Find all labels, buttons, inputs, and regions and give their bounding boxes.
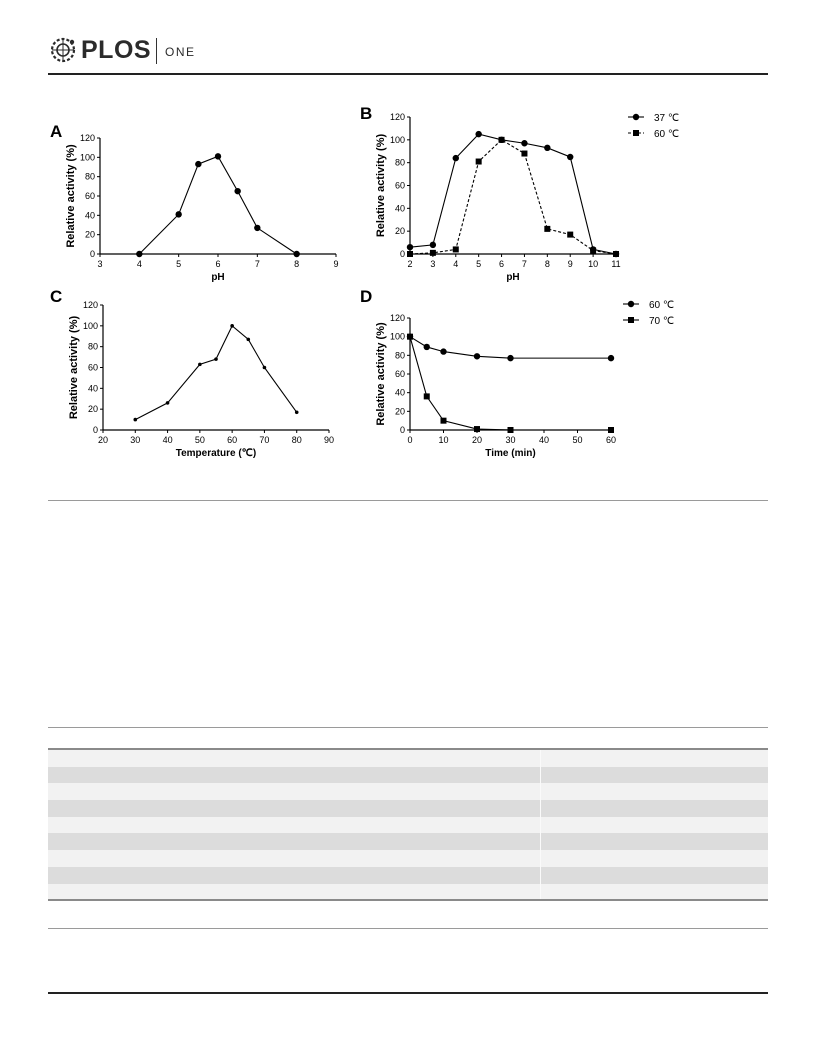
data-point [133, 418, 137, 422]
y-tick-label: 0 [399, 249, 405, 259]
data-point [407, 334, 413, 340]
journal-brand[interactable]: PLOS [81, 36, 152, 64]
y-tick-label: 60 [87, 362, 98, 373]
data-point [475, 131, 481, 137]
series-line [410, 337, 611, 358]
data-point [424, 344, 430, 350]
data-point [521, 140, 527, 146]
x-tick-label: 60 [605, 435, 617, 445]
data-point [499, 137, 505, 143]
x-tick-label: 4 [136, 259, 142, 269]
y-tick-label: 40 [84, 210, 95, 221]
y-tick-label: 0 [399, 425, 405, 435]
data-point [407, 244, 413, 250]
data-point [198, 363, 202, 367]
data-point [295, 410, 299, 414]
legend-marker [633, 130, 639, 136]
table-footnote-rule [48, 928, 768, 929]
y-tick-label: 20 [394, 226, 405, 237]
x-axis-label: Temperature (℃) [175, 448, 257, 459]
x-tick-label: 80 [291, 435, 302, 445]
series-line [410, 140, 616, 254]
y-tick-label: 20 [394, 406, 405, 417]
table-row [48, 817, 768, 834]
x-tick-label: 3 [97, 259, 103, 269]
x-axis-label: pH [506, 272, 520, 283]
x-tick-label: 3 [430, 259, 436, 269]
y-tick-label: 100 [389, 331, 405, 342]
table-cell-divider [540, 767, 541, 784]
table-cell-divider [540, 817, 541, 834]
data-point [590, 248, 596, 254]
data-point [521, 151, 527, 157]
x-tick-label: 7 [521, 259, 527, 269]
legend-label: 60 ℃ [654, 129, 680, 140]
data-point [293, 251, 299, 257]
panel-a [50, 122, 339, 283]
data-point [246, 338, 250, 342]
y-tick-label: 80 [84, 171, 95, 182]
brand-divider [156, 38, 157, 64]
series-line [135, 326, 296, 420]
data-point [567, 154, 573, 160]
x-tick-label: 4 [453, 259, 459, 269]
panel-letter: D [360, 287, 373, 306]
header-rule [48, 73, 768, 75]
data-point [453, 155, 459, 161]
data-point [407, 251, 413, 257]
legend-label: 70 ℃ [649, 316, 675, 327]
y-axis-label: Relative activity (%) [375, 133, 387, 238]
x-axis-label: pH [211, 272, 225, 283]
x-tick-label: 6 [499, 259, 505, 269]
data-point [175, 211, 181, 217]
data-point [608, 427, 614, 433]
legend-label: 60 ℃ [649, 300, 675, 311]
legend-label: 37 ℃ [654, 113, 680, 124]
legend-marker [628, 317, 634, 323]
figure-panels [44, 100, 744, 480]
x-tick-label: 0 [407, 435, 413, 445]
data-point [136, 251, 142, 257]
x-tick-label: 9 [333, 259, 339, 269]
y-tick-label: 100 [82, 320, 98, 331]
data-point [234, 188, 240, 194]
x-tick-label: 40 [162, 435, 173, 445]
y-axis-label: Relative activity (%) [65, 144, 77, 248]
table-body [48, 750, 768, 900]
data-point [440, 348, 446, 354]
footer-rule [48, 992, 768, 994]
x-tick-label: 8 [544, 259, 550, 269]
x-tick-label: 40 [538, 435, 550, 445]
y-axis-label: Relative activity (%) [375, 322, 387, 426]
table-cell-divider [540, 850, 541, 867]
table-cell-divider [540, 833, 541, 850]
y-tick-label: 120 [389, 313, 405, 323]
table-row [48, 867, 768, 884]
panel-letter: C [50, 287, 63, 306]
y-tick-label: 100 [389, 134, 405, 145]
y-tick-label: 100 [79, 152, 95, 163]
panel-letter: B [360, 104, 373, 123]
data-point [613, 251, 619, 257]
x-tick-label: 50 [194, 435, 205, 445]
y-tick-label: 120 [82, 300, 98, 310]
x-tick-label: 5 [176, 259, 182, 269]
y-tick-label: 60 [84, 191, 95, 201]
table-top-rule [48, 727, 768, 728]
y-tick-label: 80 [394, 350, 405, 361]
data-point [476, 159, 482, 165]
data-point [474, 353, 480, 359]
data-point [567, 232, 573, 238]
x-tick-label: 70 [259, 435, 270, 445]
x-tick-label: 11 [611, 259, 621, 269]
panel-d [360, 287, 674, 459]
x-tick-label: 60 [227, 435, 238, 445]
x-tick-label: 20 [471, 435, 483, 445]
data-point [441, 418, 447, 424]
y-tick-label: 80 [87, 341, 98, 352]
y-tick-label: 40 [87, 383, 98, 394]
y-tick-label: 40 [394, 387, 405, 398]
panel-c [50, 287, 334, 459]
x-tick-label: 10 [588, 259, 599, 269]
table-row [48, 884, 768, 901]
x-tick-label: 2 [407, 259, 413, 269]
journal-header [48, 30, 768, 74]
table-bottom-rule [48, 899, 768, 901]
x-tick-label: 5 [476, 259, 482, 269]
legend-marker [628, 301, 634, 307]
data-point [507, 355, 513, 361]
x-tick-label: 30 [505, 435, 516, 445]
table-cell-divider [540, 783, 541, 800]
panel-letter: A [50, 122, 63, 141]
data-point [430, 250, 436, 256]
x-axis-label: Time (min) [485, 448, 536, 459]
y-tick-label: 120 [389, 112, 405, 122]
x-tick-label: 8 [294, 259, 300, 269]
panel-b [360, 104, 679, 283]
table-row [48, 783, 768, 800]
data-point [230, 324, 234, 328]
data-point [215, 153, 221, 159]
table-cell-divider [540, 884, 541, 901]
y-tick-label: 20 [84, 229, 95, 240]
y-tick-label: 20 [87, 404, 98, 415]
data-point [254, 225, 260, 231]
x-tick-label: 10 [438, 435, 449, 445]
data-point [214, 357, 218, 361]
table-cell-divider [540, 800, 541, 817]
y-tick-label: 120 [79, 133, 95, 143]
x-tick-label: 30 [130, 435, 141, 445]
data-point [166, 401, 170, 405]
data-point [474, 426, 480, 432]
y-tick-label: 80 [394, 157, 405, 168]
data-point [430, 242, 436, 248]
data-point [608, 355, 614, 361]
series-line [139, 156, 296, 254]
table-row [48, 833, 768, 850]
plos-globe-logo-icon [48, 35, 78, 65]
y-tick-label: 40 [394, 203, 405, 214]
y-tick-label: 0 [92, 425, 98, 435]
x-tick-label: 7 [254, 259, 260, 269]
legend-marker [633, 114, 639, 120]
journal-subbrand: ONE [165, 45, 196, 59]
x-tick-label: 50 [572, 435, 583, 445]
data-point [424, 393, 430, 399]
data-point [544, 145, 550, 151]
data-point [453, 246, 459, 252]
series-line [410, 134, 616, 254]
y-tick-label: 0 [89, 249, 95, 259]
x-tick-label: 9 [567, 259, 573, 269]
table-row [48, 800, 768, 817]
x-tick-label: 6 [215, 259, 221, 269]
table-cell-divider [540, 867, 541, 884]
table-row [48, 767, 768, 784]
data-point [263, 366, 267, 370]
figure-separator [48, 500, 768, 501]
table-row [48, 850, 768, 867]
data-point [195, 161, 201, 167]
y-tick-label: 60 [394, 369, 405, 379]
table-cell-divider [540, 750, 541, 767]
y-tick-label: 60 [394, 180, 405, 191]
data-point [508, 427, 514, 433]
y-axis-label: Relative activity (%) [68, 315, 80, 420]
data-point [544, 226, 550, 232]
table-row [48, 750, 768, 767]
x-tick-label: 90 [323, 435, 335, 445]
x-tick-label: 20 [97, 435, 109, 445]
